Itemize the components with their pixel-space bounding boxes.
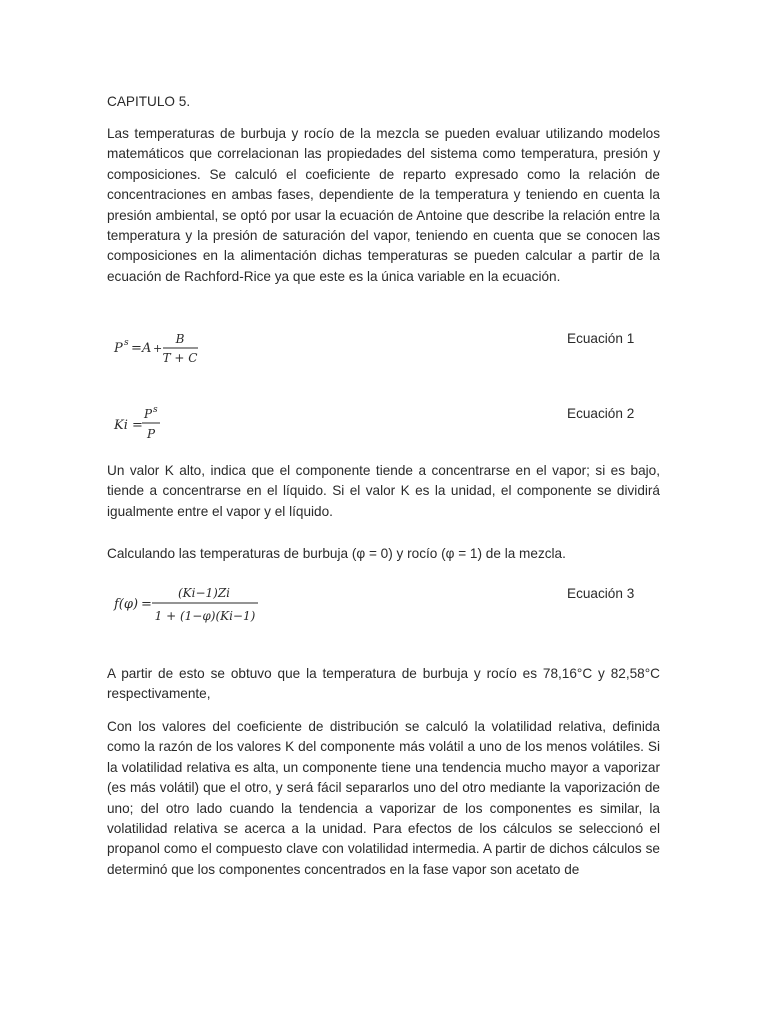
paragraph-intro: Las temperaturas de burbuja y rocío de la mezcla se pueden evaluar utilizando modelos matemáticos que correlacionan las propiedades del sistema como temperatura, presión y composiciones. Se calculó el coeficiente de reparto expresado como la relación de concentraciones en ambas fases, dependiente de la temperatura y teniendo en cuenta la presión ambiental, se optó por usar la ecuación de Antoine que describe la relación entre la temperatura y la presión de saturación del vapor, teniendo en cuenta que se conocen las composiciones en la alimentación dichas temperaturas se pueden calcular a partir de la ecuación de Rachford-Rice ya que este es la única variable en la ecuación.: [107, 126, 660, 284]
chapter-heading: CAPITULO 5.: [107, 94, 191, 109]
equation-1-lhs: P: [114, 341, 123, 356]
paragraph-bubble-dew: Calculando las temperaturas de burbuja (φ = 0) y rocío (φ = 1) de la mezcla.: [107, 546, 566, 561]
paragraph-results: A partir de esto se obtuvo que la temperatura de burbuja y rocío es 78,16°C y 82,58°C respectivamente,: [107, 666, 660, 702]
equation-1-plus: +: [153, 342, 163, 355]
equation-2-numerator-superscript: s: [153, 405, 158, 415]
equation-1-term-a: A: [142, 341, 152, 356]
equation-3-label: Ecuación 3: [567, 586, 635, 601]
equation-3: [112, 582, 272, 628]
equation-1-denominator: T + C: [162, 351, 198, 365]
equation-2: [112, 402, 182, 444]
equation-2-equals: =: [132, 418, 143, 433]
equation-3-numerator: (Ki−1)Zi: [177, 586, 231, 600]
equation-2-label: Ecuación 2: [567, 406, 635, 421]
equation-1: [112, 328, 212, 370]
equation-1-equals: =: [131, 341, 142, 356]
equation-2-numerator: P: [144, 407, 153, 421]
equation-3-lhs: f(φ): [114, 597, 139, 612]
equation-1-numerator: B: [175, 332, 185, 346]
paragraph-k-value: Un valor K alto, indica que el componente tiende a concentrarse en el vapor; si es bajo, tiende a concentrarse en el líquido. Si el valor K es la unidad, el componente se dividirá igualmente entre el vapor y el líquido.: [107, 463, 660, 519]
equation-3-equals: =: [141, 597, 152, 612]
equation-1-lhs-superscript: s: [124, 338, 129, 348]
paragraph-volatility: Con los valores del coeficiente de distribución se calculó la volatilidad relativa, definida como la razón de los valores K del componente más volátil a uno de los menos volátiles. Si la volatilidad relativa es alta, un componente tiene una tendencia mucho mayor a vaporizar (es más volátil) que el otro, y será fácil separarlos uno del otro mediante la vaporización de uno; del otro lado cuando la tendencia a vaporizar de los componentes es similar, la volatilidad relativa se acerca a la unidad. Para efectos de los cálculos se seleccionó el propanol como el compuesto clave con volatilidad intermedia. A partir de dichos cálculos se determinó que los componentes concentrados en la fase vapor son acetato de: [107, 719, 660, 877]
equation-3-denominator: 1 + (1−φ)(Ki−1): [154, 609, 256, 623]
equation-2-denominator: P: [146, 427, 156, 441]
equation-2-lhs: Ki: [114, 418, 128, 433]
equation-1-label: Ecuación 1: [567, 331, 635, 346]
